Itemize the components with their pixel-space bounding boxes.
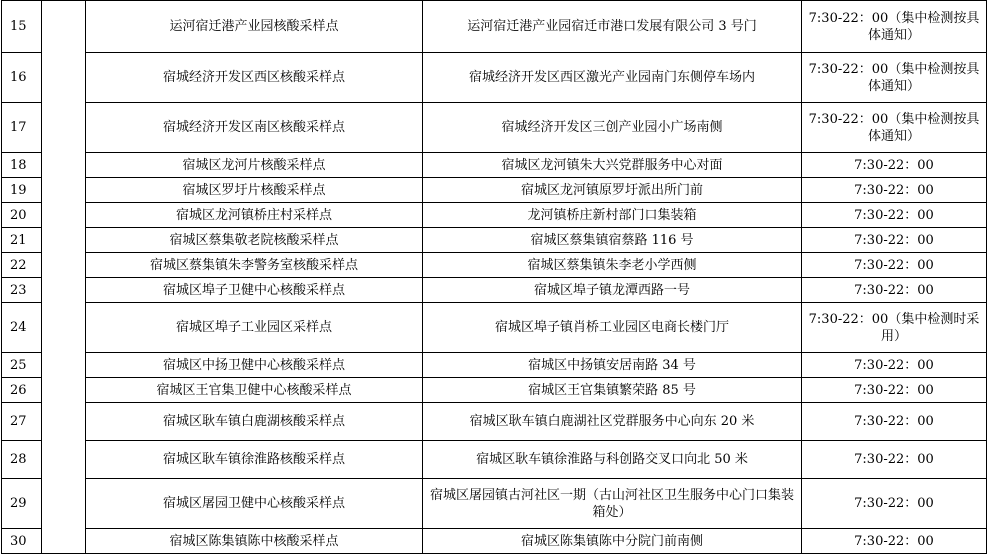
- table-row: [2, 53, 987, 103]
- site-name: 宿城区中扬卫健中心核酸采样点: [86, 353, 423, 378]
- service-hours: 7:30-22：00（集中检测按具体通知）: [802, 53, 987, 103]
- site-address: 宿城区耿车镇白鹿湖社区党群服务中心向东 20 米: [423, 403, 802, 441]
- site-name: 宿城区陈集镇陈中核酸采样点: [86, 529, 423, 554]
- site-name: 宿城区耿车镇徐淮路核酸采样点: [86, 441, 423, 479]
- table-body: [2, 1, 987, 554]
- site-name: 宿城区屠园卫健中心核酸采样点: [86, 479, 423, 529]
- row-number: 24: [2, 303, 42, 353]
- site-name: 宿城区龙河片核酸采样点: [86, 153, 423, 178]
- service-hours: 7:30-22：00: [802, 228, 987, 253]
- service-hours: 7:30-22：00（集中检测时采用）: [802, 303, 987, 353]
- service-hours: 7:30-22：00: [802, 253, 987, 278]
- row-number: 30: [2, 529, 42, 554]
- table-row: [2, 1, 987, 53]
- site-address: 宿城区蔡集镇宿蔡路 116 号: [423, 228, 802, 253]
- table-row: [2, 441, 987, 479]
- site-name: 宿城区埠子工业园区采样点: [86, 303, 423, 353]
- site-address: 宿城区中扬镇安居南路 34 号: [423, 353, 802, 378]
- site-address: 运河宿迁港产业园宿迁市港口发展有限公司 3 号门: [423, 1, 802, 53]
- row-number: 20: [2, 203, 42, 228]
- service-hours: 7:30-22：00: [802, 203, 987, 228]
- row-number: 26: [2, 378, 42, 403]
- row-number: 18: [2, 153, 42, 178]
- row-number: 21: [2, 228, 42, 253]
- service-hours: 7:30-22：00: [802, 403, 987, 441]
- table-row: [2, 103, 987, 153]
- table-row: [2, 529, 987, 554]
- row-number: 17: [2, 103, 42, 153]
- service-hours: 7:30-22：00（集中检测按具体通知）: [802, 1, 987, 53]
- site-address: 宿城经济开发区西区激光产业园南门东侧停车场内: [423, 53, 802, 103]
- service-hours: 7:30-22：00: [802, 378, 987, 403]
- service-hours: 7:30-22：00: [802, 479, 987, 529]
- service-hours: 7:30-22：00: [802, 178, 987, 203]
- row-number: 25: [2, 353, 42, 378]
- row-number: 27: [2, 403, 42, 441]
- table-row: [2, 403, 987, 441]
- table-row: [2, 303, 987, 353]
- site-address: 宿城区埠子镇龙潭西路一号: [423, 278, 802, 303]
- service-hours: 7:30-22：00: [802, 529, 987, 554]
- site-address: 宿城区蔡集镇朱李老小学西侧: [423, 253, 802, 278]
- service-hours: 7:30-22：00（集中检测按具体通知）: [802, 103, 987, 153]
- service-hours: 7:30-22：00: [802, 278, 987, 303]
- site-name: 宿城区蔡集镇朱李警务室核酸采样点: [86, 253, 423, 278]
- table-row: [2, 353, 987, 378]
- table-row: [2, 178, 987, 203]
- site-address: 宿城区陈集镇陈中分院门前南侧: [423, 529, 802, 554]
- site-address: 宿城区耿车镇徐淮路与科创路交叉口向北 50 米: [423, 441, 802, 479]
- table-row: [2, 278, 987, 303]
- row-number: 29: [2, 479, 42, 529]
- merged-district-cell: [42, 1, 86, 554]
- row-number: 15: [2, 1, 42, 53]
- site-name: 宿城区王官集卫健中心核酸采样点: [86, 378, 423, 403]
- site-name: 宿城区龙河镇桥庄村采样点: [86, 203, 423, 228]
- row-number: 16: [2, 53, 42, 103]
- site-address: 宿城经济开发区三创产业园小广场南侧: [423, 103, 802, 153]
- site-address: 宿城区埠子镇肖桥工业园区电商长楼门厅: [423, 303, 802, 353]
- table-row: [2, 378, 987, 403]
- site-address: 宿城区龙河镇原罗圩派出所门前: [423, 178, 802, 203]
- table-row: [2, 479, 987, 529]
- table-row: [2, 153, 987, 178]
- table-row: [2, 253, 987, 278]
- row-number: 22: [2, 253, 42, 278]
- sampling-sites-table: [1, 0, 987, 554]
- row-number: 23: [2, 278, 42, 303]
- site-address: 宿城区龙河镇朱大兴党群服务中心对面: [423, 153, 802, 178]
- row-number: 19: [2, 178, 42, 203]
- table-row: [2, 228, 987, 253]
- site-name: 宿城区耿车镇白鹿湖核酸采样点: [86, 403, 423, 441]
- row-number: 28: [2, 441, 42, 479]
- site-name: 宿城区埠子卫健中心核酸采样点: [86, 278, 423, 303]
- site-name: 宿城经济开发区西区核酸采样点: [86, 53, 423, 103]
- site-address: 宿城区王官集镇繁荣路 85 号: [423, 378, 802, 403]
- site-address: 宿城区屠园镇古河社区一期（古山河社区卫生服务中心门口集装箱处）: [423, 479, 802, 529]
- service-hours: 7:30-22：00: [802, 353, 987, 378]
- service-hours: 7:30-22：00: [802, 441, 987, 479]
- site-name: 宿城区蔡集敬老院核酸采样点: [86, 228, 423, 253]
- site-name: 宿城经济开发区南区核酸采样点: [86, 103, 423, 153]
- site-name: 运河宿迁港产业园核酸采样点: [86, 1, 423, 53]
- service-hours: 7:30-22：00: [802, 153, 987, 178]
- site-address: 龙河镇桥庄新村部门口集装箱: [423, 203, 802, 228]
- site-name: 宿城区罗圩片核酸采样点: [86, 178, 423, 203]
- table-row: [2, 203, 987, 228]
